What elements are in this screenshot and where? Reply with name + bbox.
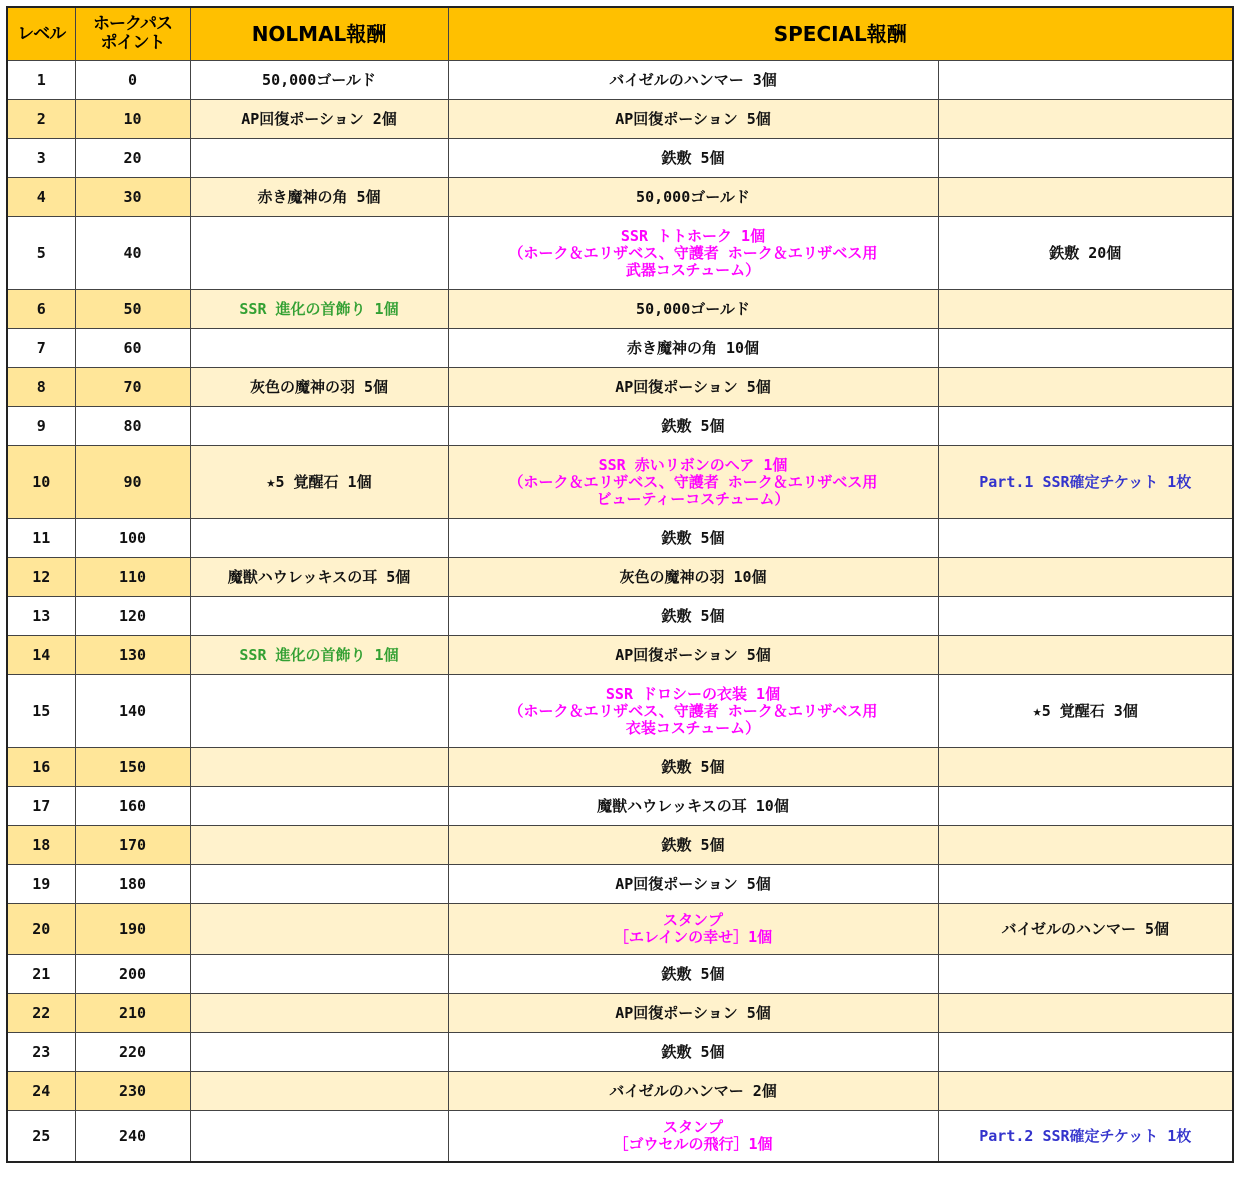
reward-text-line: SSR ドロシーの衣装 1個 <box>605 684 781 703</box>
special-reward-cell <box>448 826 938 865</box>
special-bonus-reward-cell <box>938 597 1233 636</box>
special-reward-cell <box>448 904 938 955</box>
special-bonus-reward-cell <box>938 519 1233 558</box>
special-bonus-reward-cell <box>938 407 1233 446</box>
level-cell: 20 <box>7 904 75 955</box>
normal-reward-cell <box>190 748 448 787</box>
special-reward-cell <box>448 787 938 826</box>
level-cell: 16 <box>7 748 75 787</box>
table-row <box>7 636 1233 675</box>
table-row <box>7 329 1233 368</box>
table-row <box>7 407 1233 446</box>
reward-text-line: AP回復ポーション 5個 <box>615 109 771 128</box>
special-bonus-reward-cell <box>938 100 1233 139</box>
reward-text-line: ★5 覚醒石 1個 <box>266 472 372 491</box>
reward-text-line: Part.1 SSR確定チケット 1枚 <box>979 472 1192 491</box>
points-cell: 160 <box>75 787 190 826</box>
table-row <box>7 100 1233 139</box>
level-cell: 24 <box>7 1072 75 1111</box>
reward-text-line: スタンプ <box>662 911 723 929</box>
special-reward-cell <box>448 748 938 787</box>
special-reward-cell <box>448 865 938 904</box>
points-cell: 90 <box>75 446 190 519</box>
level-cell: 21 <box>7 955 75 994</box>
special-reward-cell <box>448 61 938 100</box>
special-bonus-reward-cell <box>938 1033 1233 1072</box>
special-reward-cell <box>448 368 938 407</box>
reward-text-line: SSR 進化の首飾り 1個 <box>239 645 399 664</box>
points-cell: 120 <box>75 597 190 636</box>
normal-reward-cell <box>190 865 448 904</box>
special-reward-cell <box>448 597 938 636</box>
level-cell: 13 <box>7 597 75 636</box>
table-row <box>7 597 1233 636</box>
level-cell: 5 <box>7 217 75 290</box>
special-bonus-reward-cell <box>938 558 1233 597</box>
normal-reward-cell <box>190 826 448 865</box>
points-cell: 0 <box>75 61 190 100</box>
points-cell: 190 <box>75 904 190 955</box>
table-row <box>7 61 1233 100</box>
level-cell: 11 <box>7 519 75 558</box>
reward-text-line: SSR 進化の首飾り 1個 <box>239 299 399 318</box>
level-header: レベル <box>7 7 75 61</box>
points-cell: 230 <box>75 1072 190 1111</box>
reward-table-container <box>6 6 1234 1163</box>
special-reward-cell <box>448 407 938 446</box>
points-cell: 100 <box>75 519 190 558</box>
table-row <box>7 1033 1233 1072</box>
table-row <box>7 904 1233 955</box>
normal-reward-cell <box>190 329 448 368</box>
reward-text-line: AP回復ポーション 5個 <box>615 645 771 664</box>
normal-reward-cell <box>190 139 448 178</box>
reward-text-line: 鉄敷 5個 <box>661 606 725 625</box>
reward-text-line: 魔獣ハウレッキスの耳 10個 <box>597 796 789 815</box>
reward-text-line: AP回復ポーション 5個 <box>615 1003 771 1022</box>
special-reward-cell <box>448 675 938 748</box>
table-row <box>7 994 1233 1033</box>
reward-text-line: 赤き魔神の角 10個 <box>626 338 760 357</box>
reward-text-line: （ホーク＆エリザベス、守護者 ホーク＆エリザベス用 <box>508 472 878 491</box>
special-reward-cell <box>448 178 938 217</box>
normal-reward-cell <box>190 1033 448 1072</box>
points-cell: 170 <box>75 826 190 865</box>
special-bonus-reward-cell <box>938 636 1233 675</box>
reward-text-line: バイゼルのハンマー 5個 <box>1001 919 1170 938</box>
reward-text-line: AP回復ポーション 5個 <box>615 874 771 893</box>
reward-text-line: 鉄敷 5個 <box>661 757 725 776</box>
normal-reward-cell <box>190 636 448 675</box>
level-cell: 18 <box>7 826 75 865</box>
reward-text-line: 赤き魔神の角 5個 <box>257 187 381 206</box>
points-cell: 20 <box>75 139 190 178</box>
special-reward-cell <box>448 100 938 139</box>
points-header-line2: ポイント <box>100 33 165 53</box>
points-header-line1: ホークパス <box>93 14 172 34</box>
level-cell: 15 <box>7 675 75 748</box>
special-reward-cell <box>448 1111 938 1163</box>
special-reward-cell <box>448 1033 938 1072</box>
special-bonus-reward-cell <box>938 994 1233 1033</box>
special-bonus-reward-cell <box>938 139 1233 178</box>
reward-text-line: 鉄敷 20個 <box>1049 243 1122 262</box>
special-bonus-reward-cell <box>938 787 1233 826</box>
reward-text-line: 鉄敷 5個 <box>661 528 725 547</box>
normal-reward-cell <box>190 675 448 748</box>
points-cell: 40 <box>75 217 190 290</box>
special-reward-cell <box>448 955 938 994</box>
table-row <box>7 1072 1233 1111</box>
table-body <box>7 61 1233 1163</box>
level-cell: 23 <box>7 1033 75 1072</box>
reward-text-line: 50,000ゴールド <box>262 70 376 89</box>
reward-text-line: SSR トトホーク 1個 <box>620 226 766 245</box>
table-row <box>7 368 1233 407</box>
reward-text-line: SSR 赤いリボンのヘア 1個 <box>598 455 788 474</box>
normal-reward-cell <box>190 368 448 407</box>
normal-reward-cell <box>190 446 448 519</box>
reward-text-line: （ホーク＆エリザベス、守護者 ホーク＆エリザベス用 <box>508 243 878 262</box>
special-bonus-reward-cell <box>938 955 1233 994</box>
reward-text-line: AP回復ポーション 5個 <box>615 377 771 396</box>
table-row <box>7 1111 1233 1163</box>
normal-reward-cell <box>190 787 448 826</box>
special-bonus-reward-cell <box>938 61 1233 100</box>
normal-reward-cell <box>190 955 448 994</box>
level-cell: 4 <box>7 178 75 217</box>
special-bonus-reward-cell <box>938 1111 1233 1163</box>
points-cell: 60 <box>75 329 190 368</box>
normal-reward-cell <box>190 1111 448 1163</box>
normal-reward-cell <box>190 178 448 217</box>
reward-text-line: 衣装コスチューム） <box>625 718 761 737</box>
reward-text-line: 鉄敷 5個 <box>661 148 725 167</box>
table-row <box>7 446 1233 519</box>
special-reward-cell <box>448 446 938 519</box>
table-row <box>7 955 1233 994</box>
special-reward-cell <box>448 139 938 178</box>
reward-text-line: 灰色の魔神の羽 5個 <box>249 377 389 396</box>
special-reward-cell <box>448 636 938 675</box>
reward-text-line: スタンプ <box>662 1118 723 1136</box>
table-row <box>7 217 1233 290</box>
table-row <box>7 290 1233 329</box>
special-reward-cell <box>448 558 938 597</box>
table-header <box>7 7 1233 61</box>
points-cell: 80 <box>75 407 190 446</box>
points-cell: 110 <box>75 558 190 597</box>
normal-reward-cell <box>190 904 448 955</box>
table-row <box>7 748 1233 787</box>
normal-reward-cell <box>190 1072 448 1111</box>
normal-reward-cell <box>190 994 448 1033</box>
level-cell: 9 <box>7 407 75 446</box>
special-bonus-reward-cell <box>938 904 1233 955</box>
points-cell: 210 <box>75 994 190 1033</box>
reward-text-line: 鉄敷 5個 <box>661 416 725 435</box>
normal-reward-cell <box>190 519 448 558</box>
points-header <box>75 7 190 61</box>
reward-text-line: バイゼルのハンマー 3個 <box>609 70 777 89</box>
special-bonus-reward-cell <box>938 865 1233 904</box>
points-cell: 150 <box>75 748 190 787</box>
table-row <box>7 826 1233 865</box>
level-cell: 1 <box>7 61 75 100</box>
level-cell: 22 <box>7 994 75 1033</box>
reward-text-line: バイゼルのハンマー 2個 <box>609 1081 777 1100</box>
normal-reward-cell <box>190 558 448 597</box>
points-cell: 180 <box>75 865 190 904</box>
level-cell: 7 <box>7 329 75 368</box>
special-bonus-reward-cell <box>938 748 1233 787</box>
reward-text-line: 50,000ゴールド <box>636 299 750 318</box>
level-cell: 12 <box>7 558 75 597</box>
level-cell: 14 <box>7 636 75 675</box>
level-cell: 8 <box>7 368 75 407</box>
normal-reward-cell <box>190 61 448 100</box>
normal-reward-cell <box>190 217 448 290</box>
points-cell: 200 <box>75 955 190 994</box>
level-cell: 10 <box>7 446 75 519</box>
reward-text-line: ［エレインの幸せ］1個 <box>613 928 773 946</box>
special-bonus-reward-cell <box>938 1072 1233 1111</box>
level-cell: 19 <box>7 865 75 904</box>
reward-text-line: 魔獣ハウレッキスの耳 5個 <box>227 567 411 586</box>
reward-text-line: 鉄敷 5個 <box>661 964 725 983</box>
special-reward-header: SPECIAL報酬 <box>448 7 1233 61</box>
points-cell: 50 <box>75 290 190 329</box>
special-reward-cell <box>448 329 938 368</box>
special-bonus-reward-cell <box>938 217 1233 290</box>
reward-text-line: ★5 覚醒石 3個 <box>1032 701 1138 720</box>
table-row <box>7 139 1233 178</box>
reward-text-line: AP回復ポーション 2個 <box>241 109 397 128</box>
level-cell: 25 <box>7 1111 75 1163</box>
reward-text-line: 灰色の魔神の羽 10個 <box>619 567 767 586</box>
points-cell: 10 <box>75 100 190 139</box>
points-cell: 70 <box>75 368 190 407</box>
points-cell: 220 <box>75 1033 190 1072</box>
level-cell: 17 <box>7 787 75 826</box>
level-cell: 3 <box>7 139 75 178</box>
special-bonus-reward-cell <box>938 675 1233 748</box>
hawk-pass-reward-table <box>6 6 1234 1163</box>
reward-text-line: 鉄敷 5個 <box>661 1042 725 1061</box>
reward-text-line: ビューティーコスチューム） <box>596 489 790 508</box>
points-cell: 240 <box>75 1111 190 1163</box>
reward-text-line: （ホーク＆エリザベス、守護者 ホーク＆エリザベス用 <box>508 701 878 720</box>
points-cell: 130 <box>75 636 190 675</box>
header-row <box>7 7 1233 61</box>
special-bonus-reward-cell <box>938 178 1233 217</box>
table-row <box>7 787 1233 826</box>
reward-text-line: ［ゴウセルの飛行］1個 <box>613 1135 773 1153</box>
special-reward-cell <box>448 217 938 290</box>
special-bonus-reward-cell <box>938 368 1233 407</box>
normal-reward-cell <box>190 290 448 329</box>
level-cell: 6 <box>7 290 75 329</box>
normal-reward-cell <box>190 100 448 139</box>
table-row <box>7 675 1233 748</box>
special-bonus-reward-cell <box>938 826 1233 865</box>
special-bonus-reward-cell <box>938 290 1233 329</box>
table-row <box>7 865 1233 904</box>
table-row <box>7 178 1233 217</box>
normal-reward-header: NOLMAL報酬 <box>190 7 448 61</box>
points-cell: 140 <box>75 675 190 748</box>
special-reward-cell <box>448 1072 938 1111</box>
table-row <box>7 558 1233 597</box>
reward-text-line: 50,000ゴールド <box>636 187 750 206</box>
special-reward-cell <box>448 994 938 1033</box>
level-cell: 2 <box>7 100 75 139</box>
reward-text-line: Part.2 SSR確定チケット 1枚 <box>979 1126 1192 1145</box>
normal-reward-cell <box>190 407 448 446</box>
points-cell: 30 <box>75 178 190 217</box>
special-bonus-reward-cell <box>938 446 1233 519</box>
special-reward-cell <box>448 519 938 558</box>
reward-text-line: 鉄敷 5個 <box>661 835 725 854</box>
special-reward-cell <box>448 290 938 329</box>
table-row <box>7 519 1233 558</box>
reward-text-line: 武器コスチューム） <box>625 260 761 279</box>
normal-reward-cell <box>190 597 448 636</box>
special-bonus-reward-cell <box>938 329 1233 368</box>
